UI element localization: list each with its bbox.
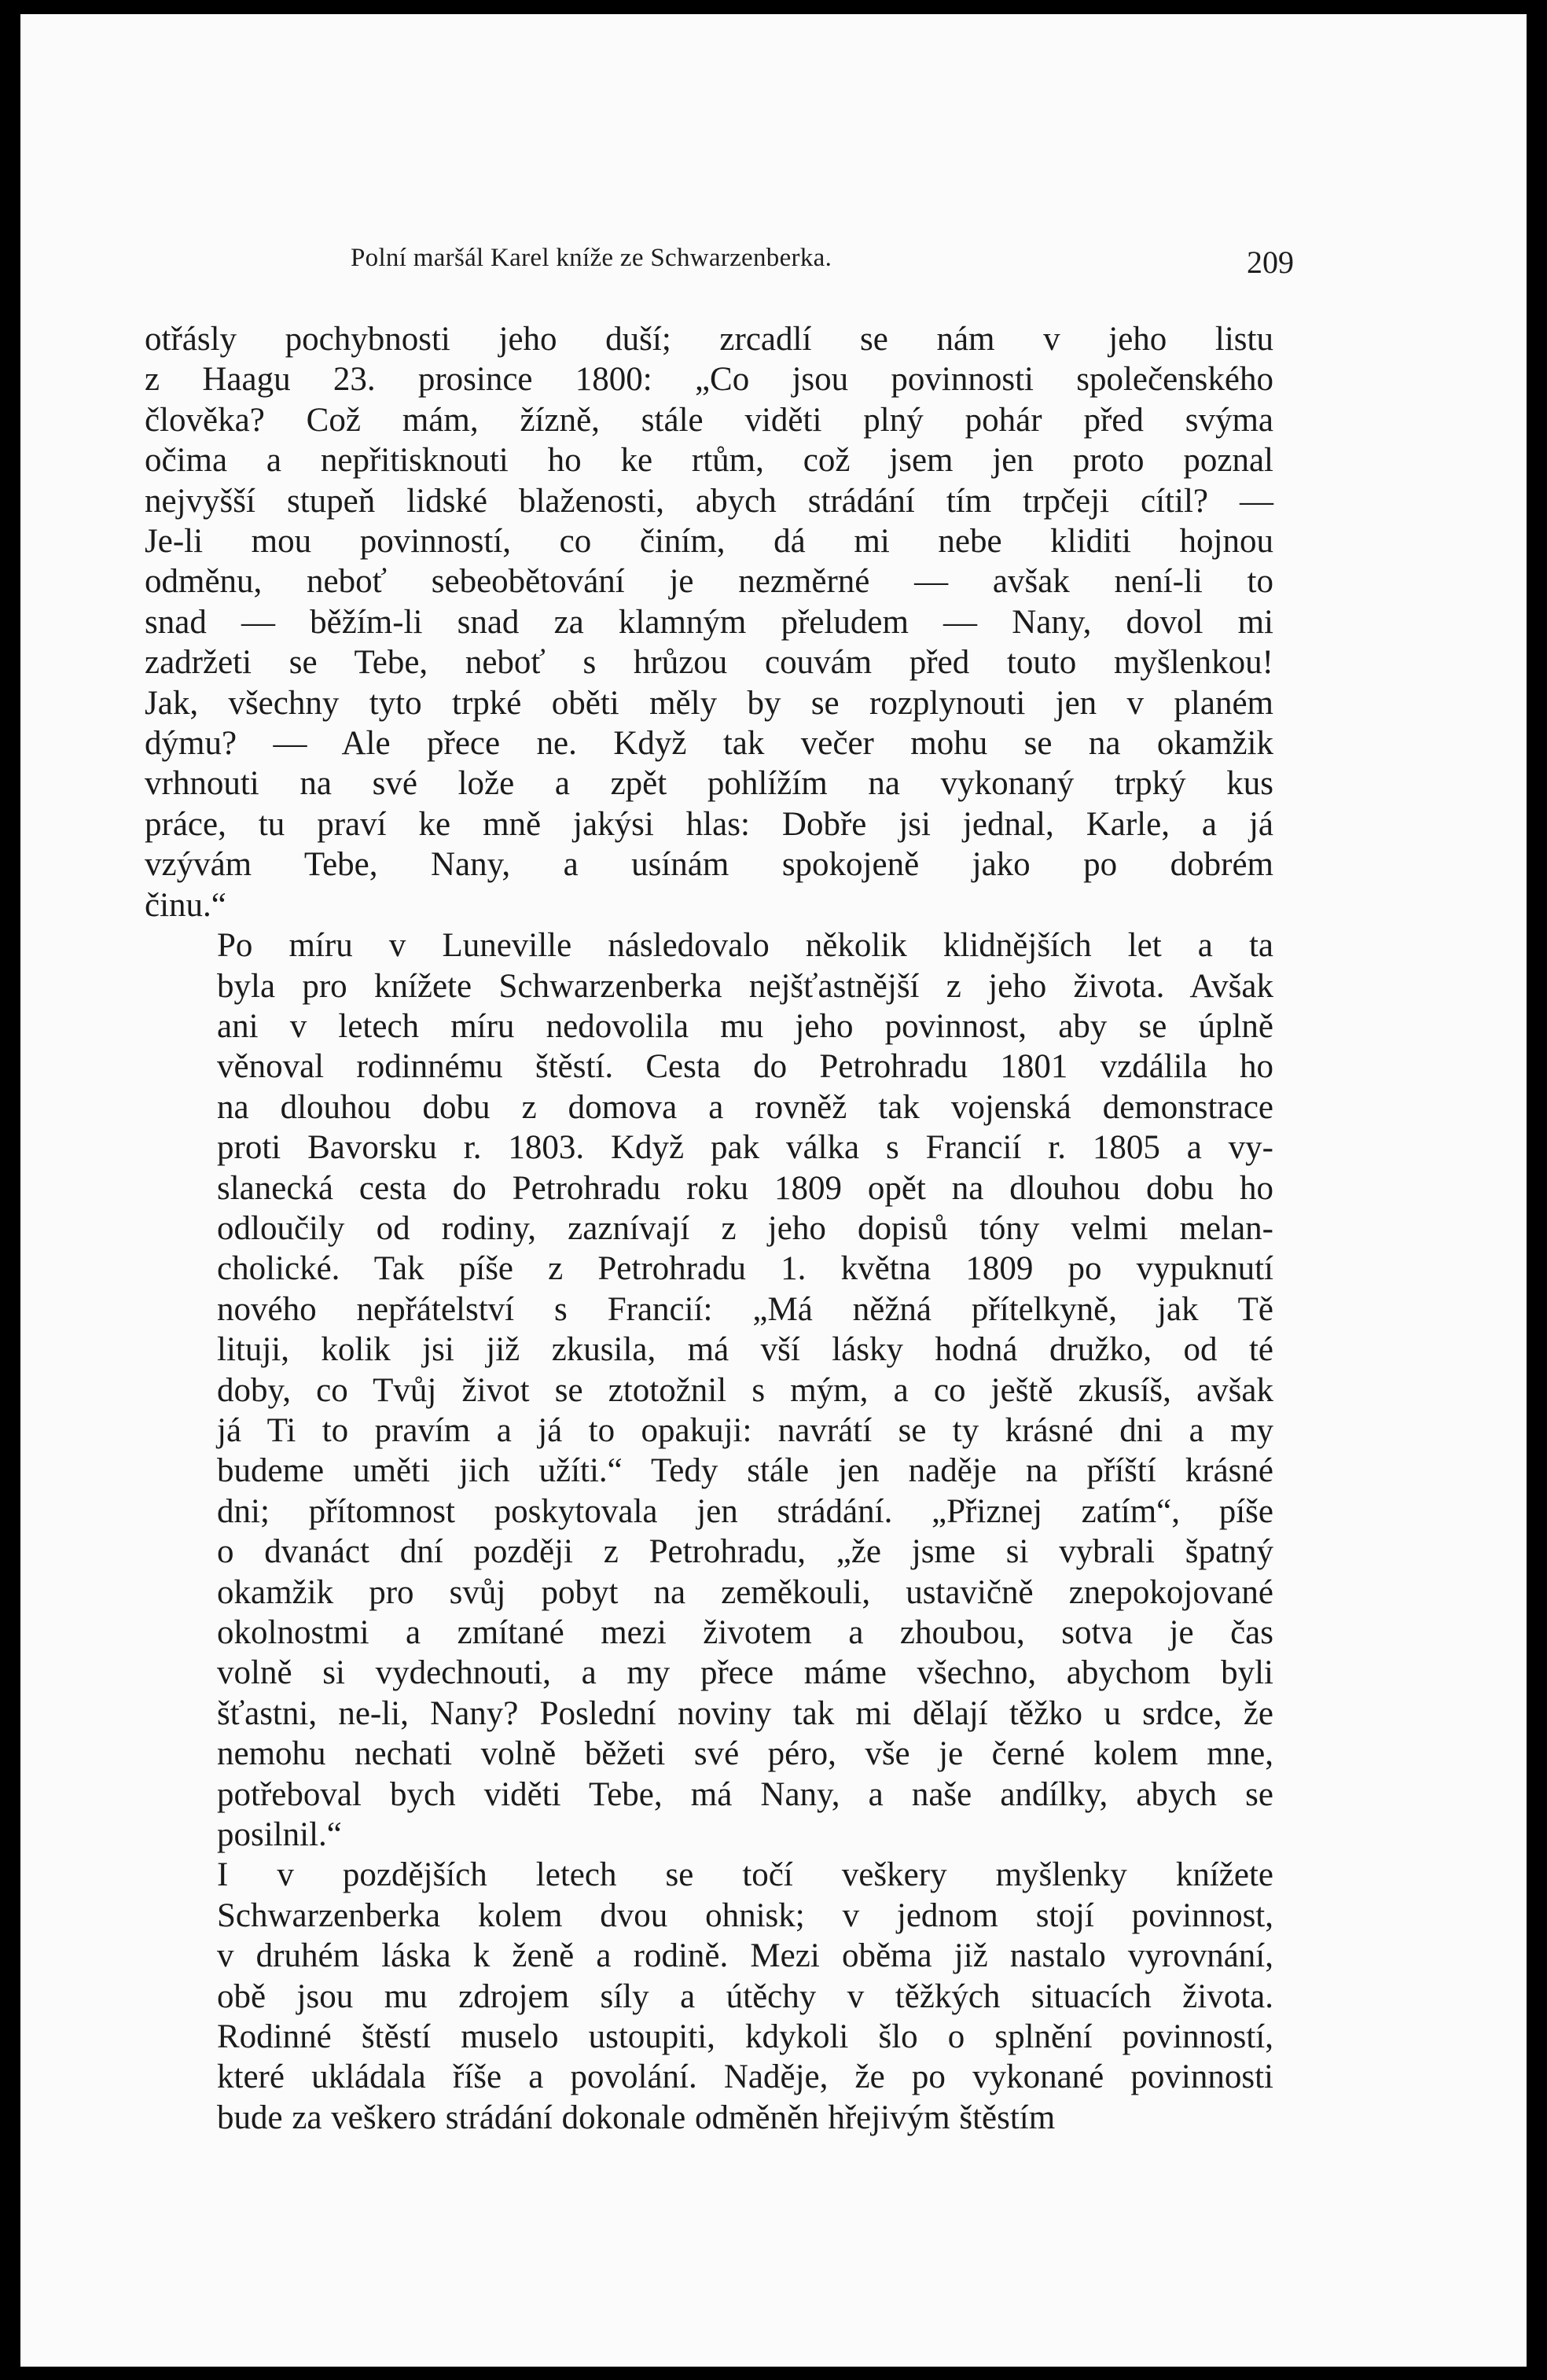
text-line: nemohu nechati volně běžeti své péro, vše je černé kolem mne, <box>217 1735 1273 1773</box>
text-line: Schwarzenberka kolem dvou ohnisk; v jednom stojí povinnost, <box>217 1896 1273 1934</box>
text-line: doby, co Tvůj život se ztotožnil s mým, a co ještě zkusíš, avšak <box>217 1371 1273 1409</box>
text-line: nejvyšší stupeň lidské blaženosti, abych strádání tím trpčeji cítil? — <box>145 482 1273 520</box>
text-line: očima a nepřitisknouti ho ke rtům, což jsem jen proto poznal <box>145 442 1273 480</box>
page-header <box>351 244 1294 283</box>
text-line: potřeboval bych viděti Tebe, má Nany, a naše andílky, abych se <box>217 1775 1273 1813</box>
text-line: snad — běžím-li snad za klamným přeludem — Nany, dovol mi <box>145 603 1273 641</box>
text-line: obě jsou mu zdrojem síly a útěchy v těžkých situacích života. <box>217 1977 1273 2015</box>
text-line: dni; přítomnost poskytovala jen strádání. „Přiznej zatím“, píše <box>217 1492 1273 1530</box>
text-line: práce, tu praví ke mně jakýsi hlas: Dobře jsi jednal, Karle, a já <box>145 805 1273 843</box>
text-line: Rodinné štěstí muselo ustoupiti, kdykoli šlo o splnění povinností, <box>217 2018 1273 2056</box>
text-line: já Ti to pravím a já to opakuji: navrátí se ty krásné dni a my <box>217 1411 1273 1449</box>
text-line: I v pozdějších letech se točí veškery myšlenky knížete <box>217 1856 1273 1894</box>
text-line: vrhnouti na své lože a zpět pohlížím na vykonaný trpký kus <box>145 765 1273 803</box>
running-title: Polní maršál Karel kníže ze Schwarzenberka. <box>351 244 832 272</box>
text-line: ani v letech míru nedovolila mu jeho povinnost, aby se úplně <box>217 1007 1273 1045</box>
paragraph <box>145 1855 1273 2138</box>
text-line: zadržeti se Tebe, neboť s hrůzou couvám před touto myšlenkou! <box>145 644 1273 682</box>
paragraph <box>145 319 1273 925</box>
text-line: na dlouhou dobu z domova a rovněž tak vojenská demonstrace <box>217 1088 1273 1126</box>
text-line: posilnil.“ <box>217 1816 342 1854</box>
text-line: lituji, kolik jsi již zkusila, má vší lásky hodná družko, od té <box>217 1331 1273 1369</box>
text-line: člověka? Což mám, žízně, stále viděti plný pohár před svýma <box>145 401 1273 439</box>
text-line: nového nepřátelství s Francií: „Má něžná přítelkyně, jak Tě <box>217 1290 1273 1328</box>
book-page <box>20 14 1527 2367</box>
text-line: v druhém láska k ženě a rodině. Mezi oběma již nastalo vyrovnání, <box>217 1937 1273 1975</box>
text-line: volně si vydechnouti, a my přece máme všechno, abychom byli <box>217 1654 1273 1692</box>
text-line: šťastni, ne-li, Nany? Poslední noviny tak mi dělají těžko u srdce, že <box>217 1694 1273 1732</box>
text-line: odloučily od rodiny, zaznívají z jeho dopisů tóny velmi melan- <box>217 1209 1273 1247</box>
text-line: budeme uměti jich užíti.“ Tedy stále jen naděje na příští krásné <box>217 1452 1273 1490</box>
text-line: bude za veškero strádání dokonale odměněn hřejivým štěstím <box>217 2099 1056 2136</box>
text-line: otřásly pochybnosti jeho duší; zrcadlí se nám v jeho listu <box>145 321 1273 358</box>
text-line: z Haagu 23. prosince 1800: „Co jsou povinnosti společenského <box>145 361 1273 399</box>
text-line: které ukládala říše a povolání. Naděje, že po vykonané povinnosti <box>217 2058 1273 2096</box>
text-line: Je-li mou povinností, co činím, dá mi nebe kliditi hojnou <box>145 523 1273 561</box>
text-line: proti Bavorsku r. 1803. Když pak válka s Francií r. 1805 a vy- <box>217 1129 1273 1167</box>
text-line: Po míru v Luneville následovalo několik klidnějších let a ta <box>217 927 1273 965</box>
text-line: okamžik pro svůj pobyt na zeměkouli, ustavičně znepokojované <box>217 1573 1273 1611</box>
text-line: vzývám Tebe, Nany, a usínám spokojeně jako po dobrém <box>145 846 1273 884</box>
body-text <box>145 319 1273 2138</box>
text-line: věnoval rodinnému štěstí. Cesta do Petrohradu 1801 vzdálila ho <box>217 1048 1273 1086</box>
page-number: 209 <box>1247 245 1294 280</box>
text-line: slanecká cesta do Petrohradu roku 1809 opět na dlouhou dobu ho <box>217 1169 1273 1207</box>
text-line: cholické. Tak píše z Petrohradu 1. května 1809 po vypuknutí <box>217 1250 1273 1288</box>
text-line: o dvanáct dní později z Petrohradu, „že jsme si vybrali špatný <box>217 1533 1273 1571</box>
text-line: byla pro knížete Schwarzenberka nejšťastnější z jeho života. Avšak <box>217 967 1273 1005</box>
paragraph <box>145 925 1273 1855</box>
text-line: odměnu, neboť sebeobětování je nezměrné — avšak není-li to <box>145 563 1273 601</box>
text-line: okolnostmi a zmítané mezi životem a zhoubou, sotva je čas <box>217 1614 1273 1651</box>
text-line: činu.“ <box>145 886 226 924</box>
text-line: dýmu? — Ale přece ne. Když tak večer mohu se na okamžik <box>145 725 1273 763</box>
text-line: Jak, všechny tyto trpké oběti měly by se rozplynouti jen v planém <box>145 684 1273 722</box>
